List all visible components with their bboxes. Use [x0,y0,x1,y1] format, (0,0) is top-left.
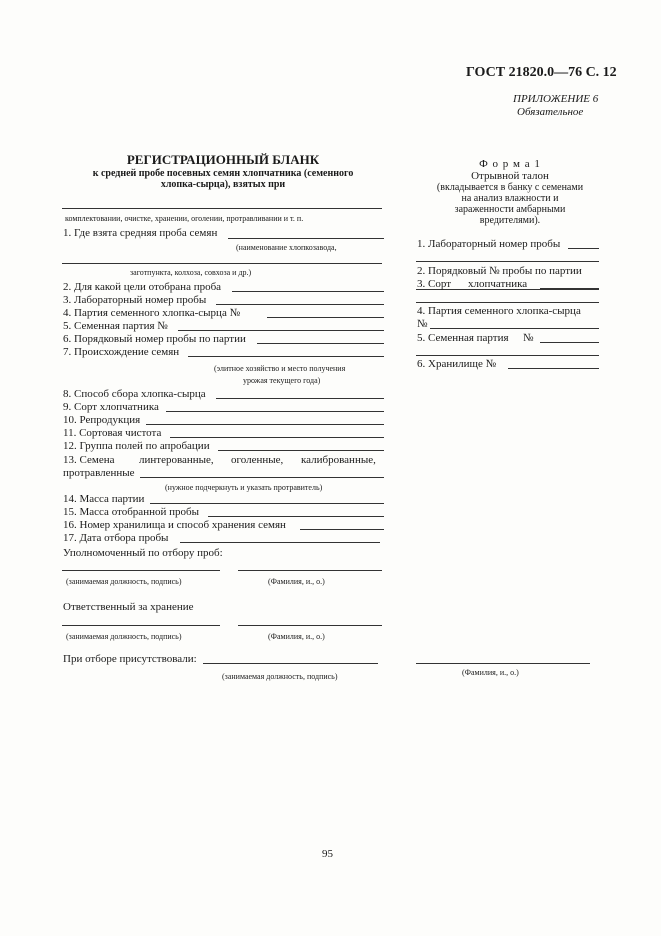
item-6-label: 6. Порядковый номер пробы по партии [63,333,246,345]
item-13-word-2: линтерованные, [139,454,214,466]
item-15-field[interactable] [208,516,384,517]
authorized-name-note: (Фамилия, и., о.) [268,577,325,586]
item-2-field[interactable] [232,291,384,292]
stub-item-3-field[interactable] [540,288,599,289]
item-7-note-b: урожая текущего года) [243,376,321,385]
stub-item-3-word-2: хлопчатника [468,278,528,290]
item-9-label: 9. Сорт хлопчатника [63,401,159,413]
item-12-field[interactable] [218,450,384,451]
stub-item-6-field[interactable] [508,368,599,369]
item-10-field[interactable] [146,424,384,425]
item-8-field[interactable] [216,398,384,399]
stub-item-6-label: 6. Хранилище № [417,358,497,370]
stub-item-2-label: 2. Порядковый № пробы по партии [417,265,582,277]
present-note: (занимаемая должность, подпись) [222,672,338,681]
authorized-label: Уполномоченный по отбору проб: [63,547,223,559]
stub-item-3-word-1: 3. Сорт [417,278,451,290]
item-15-label: 15. Масса отобранной пробы [63,506,199,518]
mandatory-label: Обязательное [517,106,584,118]
item-13-note: (нужное подчеркнуть и указать протравитель) [165,483,323,492]
form-subtitle-1: к средней пробе посевных семян хлопчатника (семенного [92,168,354,179]
stub-desc-3: зараженности амбарными [454,204,566,215]
stub-desc-2: на анализ влажности и [461,193,559,204]
stub-item-5-number: № [523,332,534,344]
stub-item-3-field-2[interactable] [416,302,599,303]
item-5-label: 5. Семенная партия № [63,320,168,332]
item-6-field[interactable] [257,343,384,344]
authorized-position-note: (занимаемая должность, подпись) [66,577,182,586]
stub-item-4-label: 4. Партия семенного хлопка-сырца [417,305,581,317]
item-4-field[interactable] [267,317,384,318]
responsible-position-field[interactable] [62,625,220,626]
stub-item-4-field[interactable] [430,328,599,329]
item-7-field[interactable] [188,356,384,357]
item-7-note-a: (элитное хозяйство и место получения [214,364,346,373]
note-operations: комплектовании, очистке, хранении, оголении, протравливании и т. п. [65,214,304,223]
item-1-field[interactable] [228,238,384,239]
stub-desc-1: (вкладывается в банку с семенами [436,182,584,193]
stub-signature-field[interactable] [416,663,590,664]
item-9-field[interactable] [166,411,384,412]
item-1-note-a: (наименование хлопкозавода, [236,243,337,252]
item-13-word-4: калиброванные, [301,454,376,466]
stub-item-1-field-2[interactable] [416,261,599,262]
item-8-label: 8. Способ сбора хлопка-сырца [63,388,206,400]
stub-item-5-field-2[interactable] [416,355,599,356]
present-label: При отборе присутствовали: [63,653,197,665]
form-title: РЕГИСТРАЦИОННЫЙ БЛАНК [126,152,320,167]
page-number: 95 [322,848,333,860]
item-3-field[interactable] [216,304,384,305]
appendix-label: ПРИЛОЖЕНИЕ 6 [513,93,599,105]
item-12-label: 12. Группа полей по апробации [63,440,210,452]
stub-item-1-label: 1. Лабораторный номер пробы [417,238,561,250]
stub-desc-4: вредителями). [479,215,541,226]
authorized-position-field[interactable] [62,570,220,571]
item-1-label: 1. Где взята средняя проба семян [63,227,218,239]
item-14-field[interactable] [150,503,384,504]
item-13-second-line: протравленные [63,467,135,479]
stub-title: Отрывной талон [471,170,549,182]
stub-form-label: Ф о р м а 1 [479,158,541,170]
item-16-field[interactable] [300,529,384,530]
item-13-word-3: оголенные, [231,454,284,466]
item-4-label: 4. Партия семенного хлопка-сырца № [63,307,241,319]
item-16-label: 16. Номер хранилища и способ хранения семян [63,519,286,531]
gost-header: ГОСТ 21820.0—76 С. 12 [466,65,617,80]
responsible-name-field[interactable] [238,625,382,626]
present-field[interactable] [203,663,378,664]
stub-signature-note: (Фамилия, и., о.) [462,668,519,677]
item-17-label: 17. Дата отбора пробы [63,532,169,544]
blank-line[interactable] [62,208,382,209]
authorized-name-field[interactable] [238,570,382,571]
item-5-field[interactable] [178,330,384,331]
item-1-note-b: заготпункта, колхоза, совхоза и др.) [130,268,252,277]
responsible-position-note: (занимаемая должность, подпись) [66,632,182,641]
item-7-label: 7. Происхождение семян [63,346,180,358]
item-2-label: 2. Для какой цели отобрана проба [63,281,222,293]
stub-item-5-label: 5. Семенная партия [417,332,509,344]
item-3-label: 3. Лабораторный номер пробы [63,294,207,306]
stub-item-5-field[interactable] [540,342,599,343]
stub-item-1-field[interactable] [568,248,599,249]
item-17-field[interactable] [180,542,380,543]
form-subtitle-2: хлопка-сырца), взятых при [160,179,286,190]
item-13-word-1: 13. Семена [63,454,115,466]
responsible-name-note: (Фамилия, и., о.) [268,632,325,641]
item-11-field[interactable] [170,437,384,438]
item-13-field[interactable] [140,477,384,478]
item-14-label: 14. Масса партии [63,493,145,505]
item-11-label: 11. Сортовая чистота [63,427,162,439]
stub-item-4-number: № [417,318,428,330]
item-10-label: 10. Репродукция [63,414,141,426]
responsible-label: Ответственный за хранение [63,601,194,613]
item-1-field-2[interactable] [62,263,382,264]
